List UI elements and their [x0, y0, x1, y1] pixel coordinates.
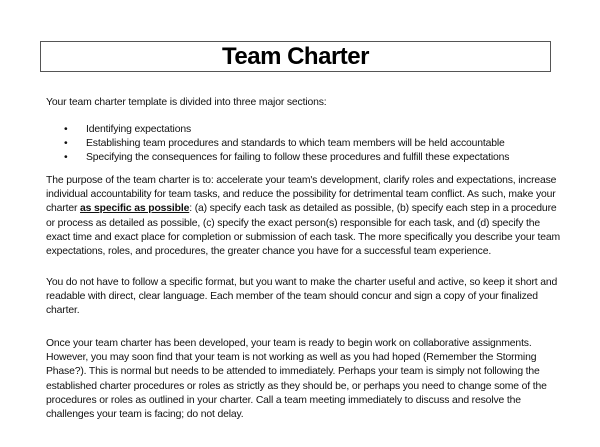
bullet-icon: • — [64, 124, 68, 135]
list-item: • Identifying expectations — [64, 123, 509, 137]
sections-list — [64, 123, 509, 166]
bullet-icon: • — [64, 138, 68, 150]
list-item: • Establishing team procedures and standards to which team members will be held accountable — [64, 137, 509, 151]
title-box — [40, 41, 551, 72]
bullet-icon: • — [64, 152, 68, 164]
intro-text: Your team charter template is divided into three major sections: — [46, 97, 327, 108]
format-paragraph: You do not have to follow a specific format, but you want to make the charter useful and active, so keep it short and readable with direct, clear language. Each member of the team should concur and sign a copy of your finalized charter. — [46, 277, 558, 317]
purpose-paragraph: The purpose of the team charter is to: accelerate your team's development, clarify roles and expectations, increase individual accountability for team tasks, and reduce the possibility for detrimental team conflict. As such, make your charter as specific as possible: (a) specify each task as detailed as possible, (b) specify each step in a procedure or process as detailed as possible, (c) specify the exact person(s) responsible for each task, and (d) specify the exact time and exact place for completion or submission of each task. The more specifically you describe your team expectations, roles, and procedures, the greater chance you have for a successful team experience. — [46, 175, 561, 258]
emphasis-text: as specific as possible — [80, 203, 190, 215]
development-paragraph: Once your team charter has been developed, your team is ready to begin work on collaborative assignments. However, you may soon find that your team is not working as well as you had hoped (Remember the Storming Phase?). This is normal but needs to be attended to immediately. Perhaps your team is simply not following the established charter procedures or roles as strictly as they should be, or perhaps you need to change some of the procedures or roles as outlined in your charter. Call a team meeting immediately to discuss and resolve the challenges your team is facing; do not delay. — [46, 338, 547, 421]
list-item: • Specifying the consequences for failing to follow these procedures and fulfill these expectations — [64, 151, 509, 165]
page-title: Team Charter — [222, 42, 369, 70]
